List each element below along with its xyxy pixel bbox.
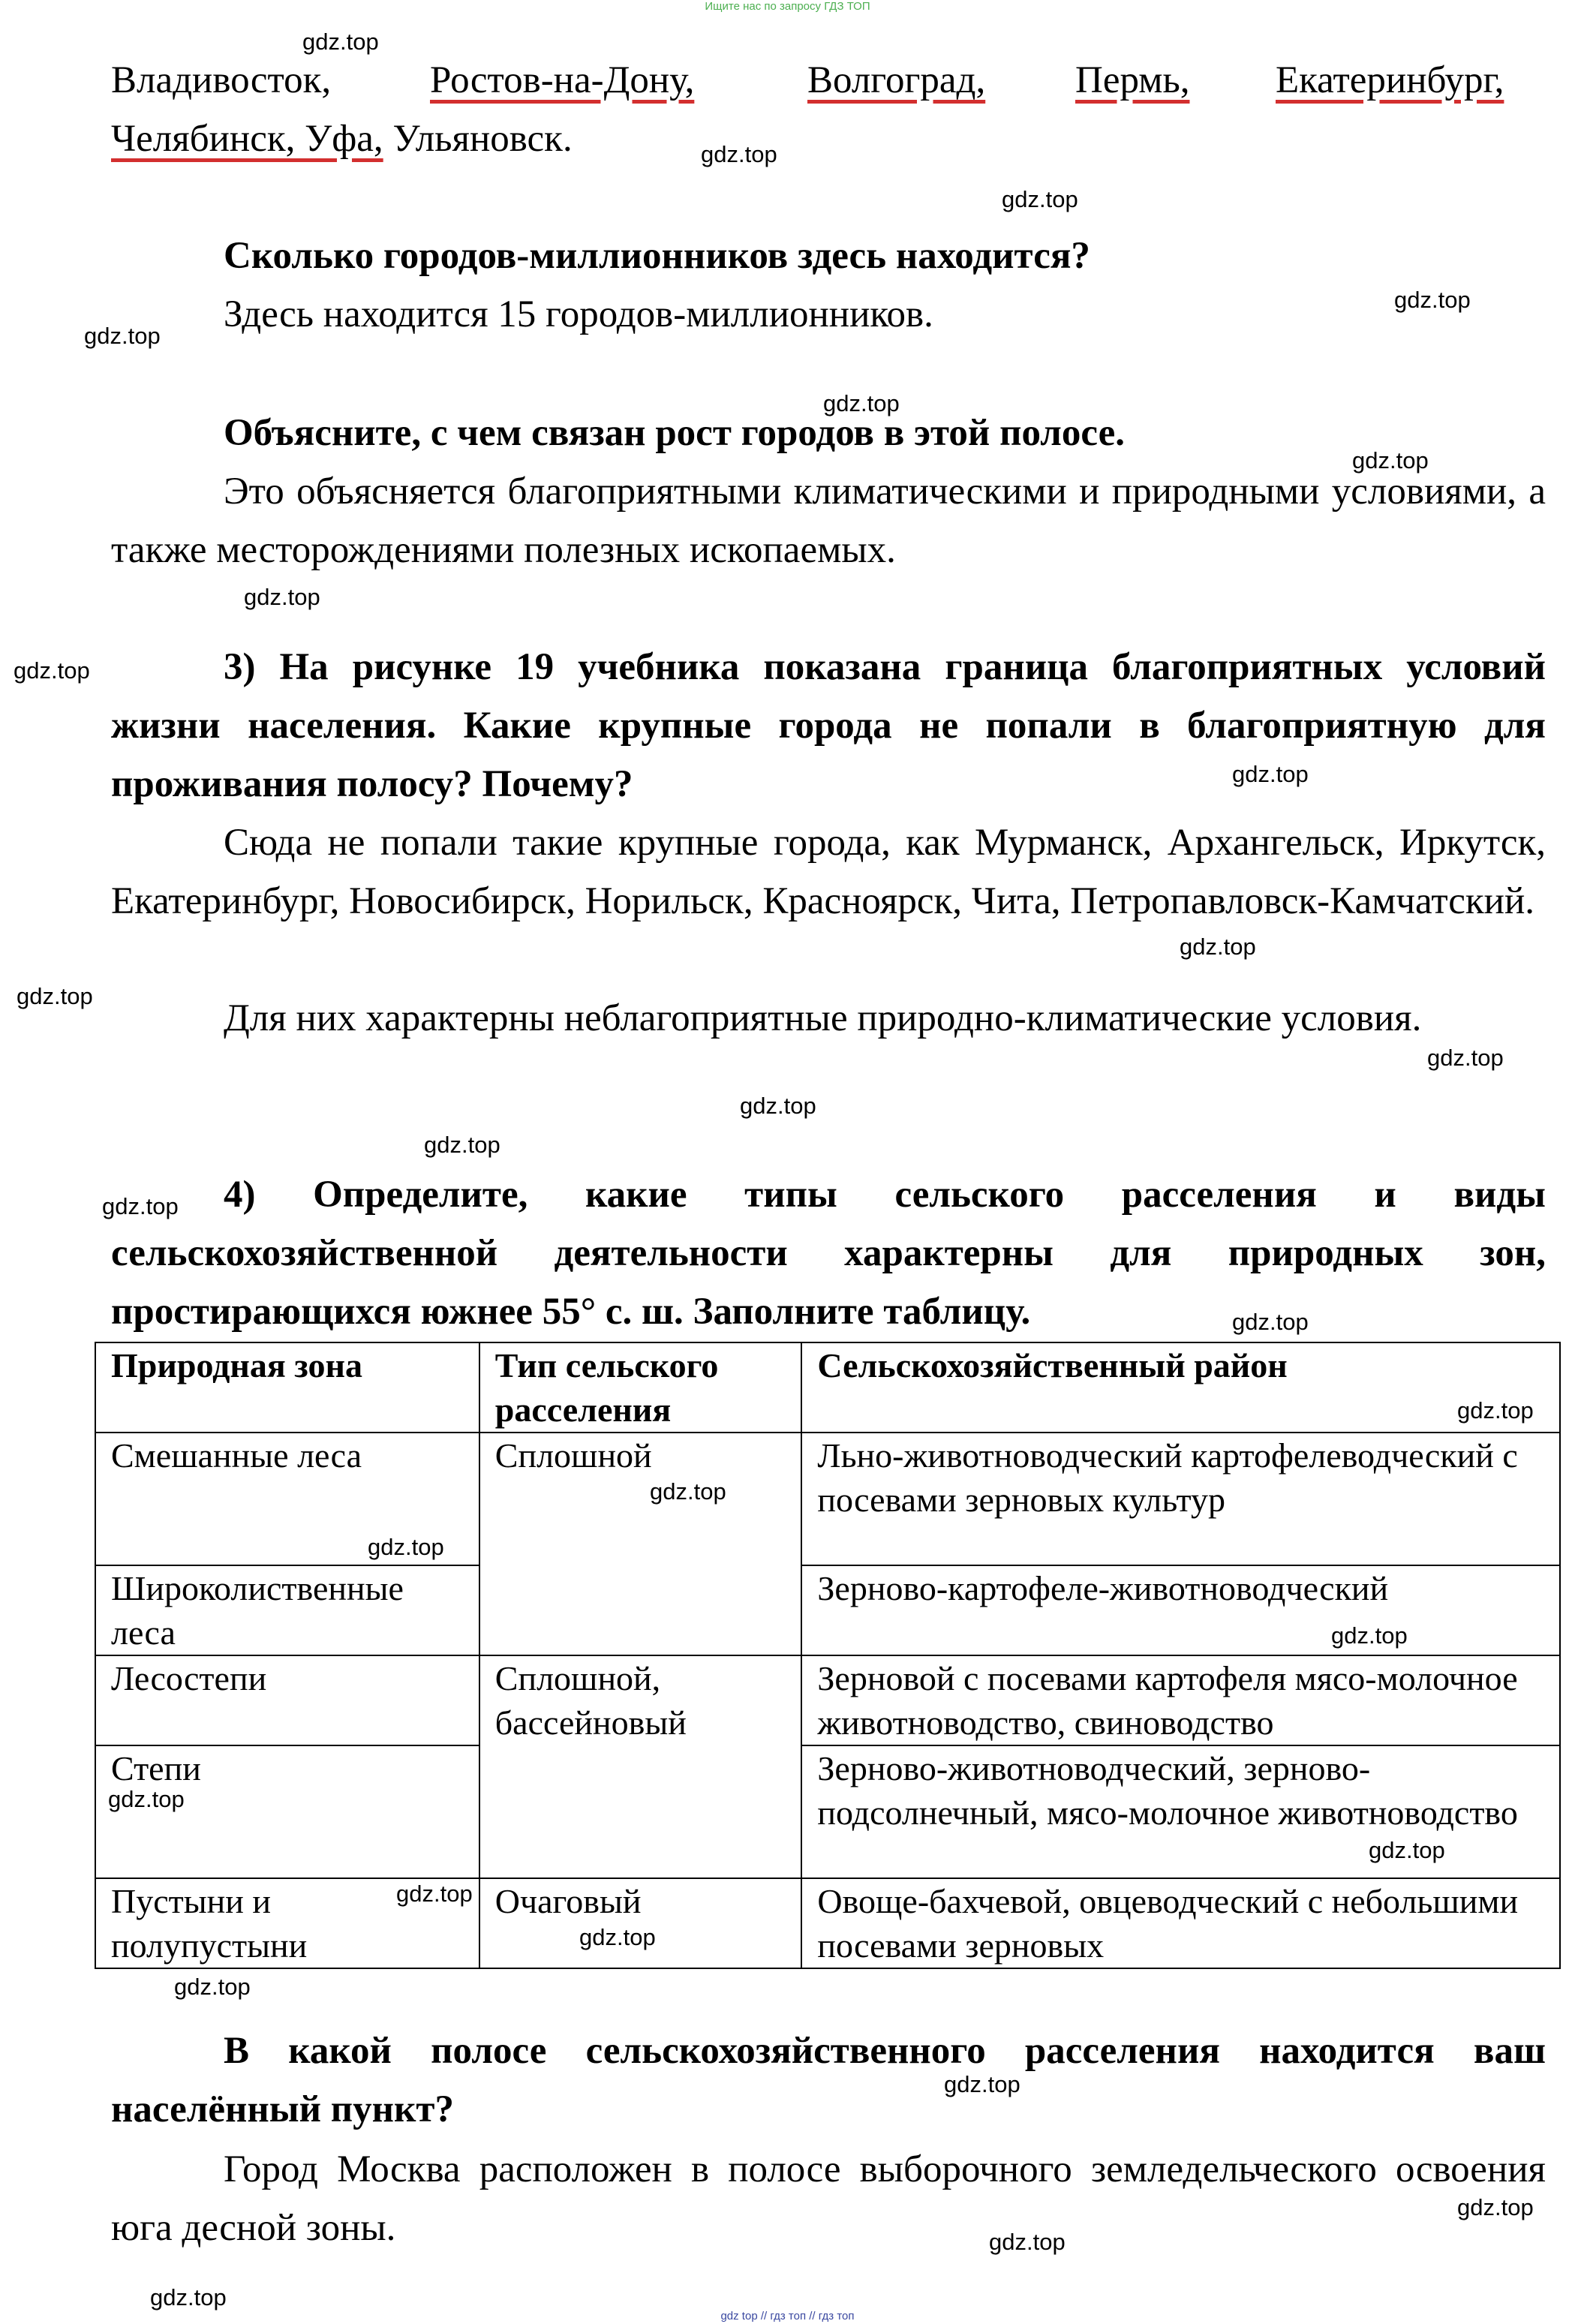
cell-zone: Степи xyxy=(95,1745,479,1878)
city-volgograd: Волгоград, xyxy=(807,59,986,101)
watermark: gdz.top xyxy=(1457,1397,1534,1424)
watermark: gdz.top xyxy=(1394,287,1471,313)
top-banner: Ищите нас по запросу ГДЗ ТОП xyxy=(705,0,870,13)
watermark: gdz.top xyxy=(740,1093,816,1119)
watermark: gdz.top xyxy=(17,983,93,1009)
cell-zone: Смешанные леса xyxy=(95,1433,479,1565)
cell-settlement-type: Очаговый xyxy=(479,1878,802,1968)
task-3-answer-cities: Сюда не попали такие крупные города, как Мурманск, Архангельск, Иркутск, Екатеринбург, Новосибирск, Норильск, Красноярск, Чита, Петропавловск-Камчатский. xyxy=(111,822,1546,922)
task-4-question: 4) Определите, какие типы сельского расселения и виды сельскохозяйственной деятельности характерны для природных зон, простирающихся южнее 55° с. ш. Заполните таблицу. xyxy=(111,1174,1546,1333)
watermark: gdz.top xyxy=(14,657,90,684)
table-row xyxy=(95,1878,1560,1968)
answer-growth: Это объясняется благоприятными климатическими и природными условиями, а также месторождениями полезных ископаемых. xyxy=(111,471,1546,571)
watermark: gdz.top xyxy=(989,2229,1066,2255)
question-settlement: В какой полосе сельскохозяйственного расселения находится ваш населённый пункт? xyxy=(111,2030,1546,2130)
question-millionaires: Сколько городов-миллионников здесь находится? xyxy=(224,235,1090,277)
city-ekaterinburg: Екатеринбург, xyxy=(1276,59,1504,101)
watermark: gdz.top xyxy=(1232,1309,1309,1335)
answer-settlement: Город Москва расположен в полосе выборочного земледельческого освоения юга десной зоны. xyxy=(111,2148,1546,2249)
question-growth: Объясните, с чем связан рост городов в этой полосе. xyxy=(224,412,1126,454)
watermark: gdz.top xyxy=(1457,2194,1534,2220)
watermark: gdz.top xyxy=(84,323,161,349)
cell-settlement-type: Сплошной xyxy=(479,1433,802,1655)
watermark: gdz.top xyxy=(368,1534,444,1560)
cell-district: Зерново-картофеле-животноводческий xyxy=(801,1565,1560,1655)
table-row xyxy=(95,1655,1560,1745)
watermark: gdz.top xyxy=(1002,186,1078,212)
header-district: Сельскохозяйственный район xyxy=(801,1342,1560,1433)
cell-zone: Лесостепи xyxy=(95,1655,479,1745)
watermark: gdz.top xyxy=(1232,761,1309,787)
cell-district: Зерновой с посевами картофеля мясо-молочное животноводство, свиноводство xyxy=(801,1655,1560,1745)
city-rostov: Ростов-на-Дону, xyxy=(430,59,695,101)
task-3-question: 3) На рисунке 19 учебника показана граница благоприятных условий жизни населения. Какие крупные города не попали в благоприятную для проживания полосу? Почему? xyxy=(111,646,1546,805)
watermark: gdz.top xyxy=(823,390,900,416)
watermark: gdz.top xyxy=(424,1132,500,1158)
table-row xyxy=(95,1745,1560,1878)
table-row xyxy=(95,1433,1560,1565)
watermark: gdz.top xyxy=(1427,1045,1504,1071)
city-ulyanovsk: Ульяновск. xyxy=(383,118,573,160)
watermark: gdz.top xyxy=(701,141,777,167)
cell-zone: Широколиственные леса xyxy=(95,1565,479,1655)
watermark: gdz.top xyxy=(102,1193,179,1219)
cell-district: Льно-животноводческий картофелеводческий с посевами зерновых культур xyxy=(801,1433,1560,1565)
watermark: gdz.top xyxy=(1180,934,1256,960)
cell-zone: Пустыни и полупустыни xyxy=(95,1878,479,1968)
cell-district: Зерново-животноводческий, зерново-подсолнечный, мясо-молочное животноводство xyxy=(801,1745,1560,1878)
watermark: gdz.top xyxy=(579,1924,656,1950)
task-3-answer-reason: Для них характерны неблагоприятные природно-климатические условия. xyxy=(224,997,1422,1039)
watermark: gdz.top xyxy=(174,1974,251,2000)
cities-line-2 xyxy=(111,110,573,168)
answer-millionaires: Здесь находится 15 городов-миллионников. xyxy=(224,293,933,335)
watermark: gdz.top xyxy=(108,1786,185,1812)
watermark: gdz.top xyxy=(396,1881,473,1907)
cell-district: Овоще-бахчевой, овцеводческий с небольшими посевами зерновых xyxy=(801,1878,1560,1968)
watermark: gdz.top xyxy=(944,2071,1020,2097)
city-chelyabinsk-ufa: Челябинск, Уфа, xyxy=(111,118,383,160)
watermark: gdz.top xyxy=(244,584,320,610)
watermark: gdz.top xyxy=(302,29,379,55)
watermark: gdz.top xyxy=(1369,1837,1445,1863)
cell-settlement-type: Сплошной, бассейновый xyxy=(479,1655,802,1878)
watermark: gdz.top xyxy=(150,2284,227,2310)
city-vladivostok: Владивосток, xyxy=(111,59,332,101)
header-settlement-type: Тип сельского расселения xyxy=(479,1342,802,1433)
zones-table xyxy=(95,1342,1561,1969)
bottom-banner: gdz top // гдз топ // гдз топ xyxy=(720,2310,855,2322)
watermark: gdz.top xyxy=(1352,447,1429,474)
watermark: gdz.top xyxy=(1331,1622,1408,1649)
table-header-row xyxy=(95,1342,1560,1433)
header-zone: Природная зона xyxy=(95,1342,479,1433)
city-perm: Пермь, xyxy=(1075,59,1190,101)
watermark: gdz.top xyxy=(650,1478,726,1505)
